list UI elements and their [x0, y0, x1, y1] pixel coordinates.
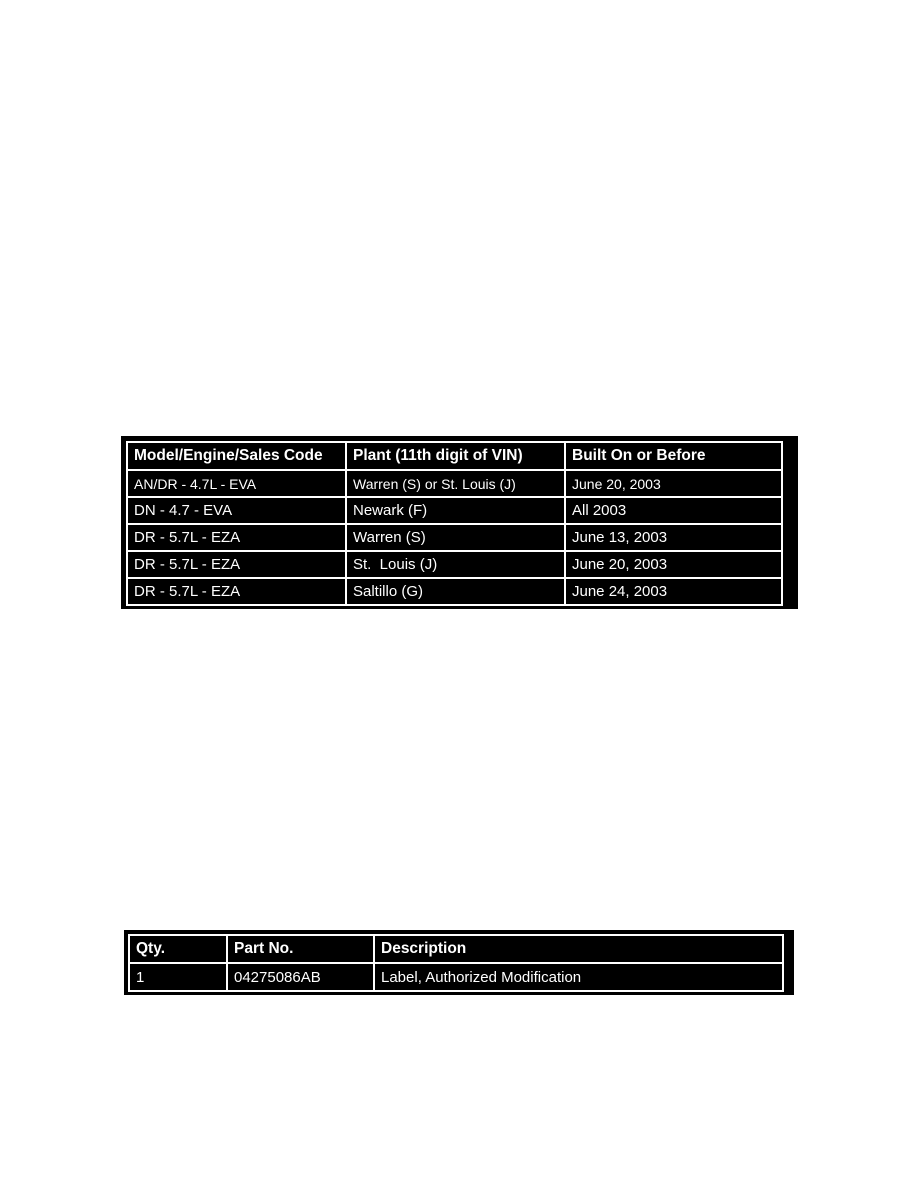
cell-model: DR - 5.7L - EZA: [127, 524, 346, 551]
cell-plant: Warren (S) or St. Louis (J): [346, 470, 565, 497]
cell-plant: Saltillo (G): [346, 578, 565, 605]
cell-built: June 13, 2003: [565, 524, 782, 551]
cell-model: AN/DR - 4.7L - EVA: [127, 470, 346, 497]
column-header-part-no: Part No.: [227, 935, 374, 963]
cell-description: Label, Authorized Modification: [374, 963, 783, 991]
table-header-row: [127, 442, 782, 470]
vehicles-table: [126, 441, 783, 606]
cell-model: DR - 5.7L - EZA: [127, 578, 346, 605]
parts-table: [128, 934, 784, 992]
parts-table-panel: [124, 930, 794, 995]
cell-built: June 20, 2003: [565, 470, 782, 497]
cell-built: All 2003: [565, 497, 782, 524]
table-header-row: [129, 935, 783, 963]
cell-built: June 24, 2003: [565, 578, 782, 605]
cell-model: DN - 4.7 - EVA: [127, 497, 346, 524]
column-header-description: Description: [374, 935, 783, 963]
cell-plant: Newark (F): [346, 497, 565, 524]
table-row: [127, 578, 782, 605]
table-row: [127, 470, 782, 497]
cell-built: June 20, 2003: [565, 551, 782, 578]
column-header-qty: Qty.: [129, 935, 227, 963]
column-header-model: Model/Engine/Sales Code: [127, 442, 346, 470]
cell-plant: Warren (S): [346, 524, 565, 551]
column-header-built: Built On or Before: [565, 442, 782, 470]
table-row: [129, 963, 783, 991]
cell-model: DR - 5.7L - EZA: [127, 551, 346, 578]
vehicles-table-panel: [121, 436, 798, 609]
table-row: [127, 524, 782, 551]
cell-qty: 1: [129, 963, 227, 991]
table-row: [127, 551, 782, 578]
table-row: [127, 497, 782, 524]
column-header-plant: Plant (11th digit of VIN): [346, 442, 565, 470]
cell-plant: St. Louis (J): [346, 551, 565, 578]
cell-part-no: 04275086AB: [227, 963, 374, 991]
